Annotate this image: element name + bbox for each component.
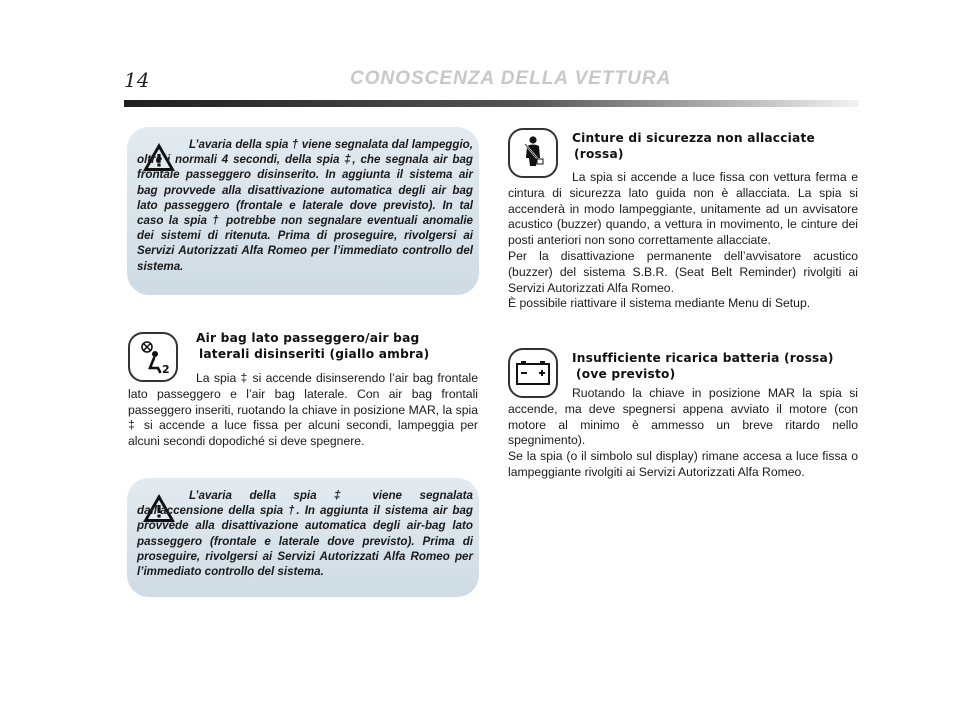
warning-text-2: L’avaria della spia ‡ viene segnalata dall’accensione della spia †. In aggiunta il sistema air bag provvede alla disattivazione automatica degli air-bag lato passeggero (frontale e laterale dove previsto). Prima di proseguire, rivolgersi ai Servizi Autorizzati Alfa Romeo per l’immediato controllo del sistema. bbox=[137, 489, 473, 579]
seatbelt-body bbox=[508, 170, 858, 312]
airbag-body: La spia ‡ si accende disinserendo l’air bag frontale lato passeggero e l’air bag laterale. Con air bag frontali passeggero inseriti, ruotando la chiave in posizione MAR, la spia ‡ si accende a luce fissa per alcuni secondi, lampeggia per alcuni secondi dopodiché si deve spegnere. bbox=[128, 371, 478, 449]
battery-section-title bbox=[572, 350, 834, 382]
seatbelt-body-p3: È possibile riattivare il sistema mediante Menu di Setup. bbox=[508, 296, 811, 311]
seatbelt-title-line2: (rossa) bbox=[574, 147, 624, 161]
page-number: 14 bbox=[124, 68, 150, 92]
seatbelt-section-title bbox=[572, 130, 815, 162]
header-rule bbox=[124, 100, 859, 107]
warning-box-airbag-fault bbox=[127, 127, 479, 295]
battery-body-p1: Ruotando la chiave in posizione MAR la spia si accende, ma deve spegnersi appena avviato il motore (con motore al minimo è ammesso un breve ritardo nello spegnimento). bbox=[508, 386, 858, 448]
seatbelt-title-line1: Cinture di sicurezza non allacciate bbox=[572, 131, 815, 145]
battery-title-line1: Insufficiente ricarica batteria (rossa) bbox=[572, 351, 834, 365]
battery-title-line2: (ove previsto) bbox=[576, 367, 676, 381]
battery-body-p2: Se la spia (o il simbolo sul display) rimane accesa a luce fissa o lampeggiante rivolgiti ai Servizi Autorizzati Alfa Romeo. bbox=[508, 449, 858, 479]
airbag-section-title bbox=[196, 330, 429, 362]
svg-text:2: 2 bbox=[162, 363, 170, 376]
seatbelt-body-p2: Per la disattivazione permanente dell’avvisatore acustico (buzzer) del sistema S.B.R. (Seat Belt Reminder) rivolgiti ai Servizi Autorizzati Alfa Romeo. bbox=[508, 248, 858, 295]
warning-box-airbag-off-fault bbox=[127, 478, 479, 597]
warning-text-1: L’avaria della spia † viene segnalata dal lampeggio, oltre i normali 4 secondi, della spia ‡, che segnala air bag frontale passeggero disinserito. In aggiunta il sistema air bag provvede alla disattivazione automatica degli air bag lato passeggero (frontale e laterale dove previsto). In tal caso la spia † potrebbe non segnalare eventuali anomalie dei sistemi di ritenuta. Prima di proseguire, rivolgersi ai Servizi Autorizzati Alfa Romeo per l’immediato controllo del sistema. bbox=[137, 138, 473, 273]
airbag-title-line1: Air bag lato passeggero/air bag bbox=[196, 331, 420, 345]
battery-body bbox=[508, 386, 858, 481]
seatbelt-body-p1: La spia si accende a luce fissa con vettura ferma e cintura di sicurezza lato guida non è allacciata. La spia si accenderà in modo lampeggiante, unitamente ad un avvisatore acustico (buzzer) quando, a vettura in movimento, le cinture dei posti anteriori non sono correttamente allacciate. bbox=[508, 170, 858, 248]
page-title: CONOSCENZA DELLA VETTURA bbox=[350, 68, 672, 89]
airbag-title-line2: laterali disinseriti (giallo ambra) bbox=[199, 347, 430, 361]
